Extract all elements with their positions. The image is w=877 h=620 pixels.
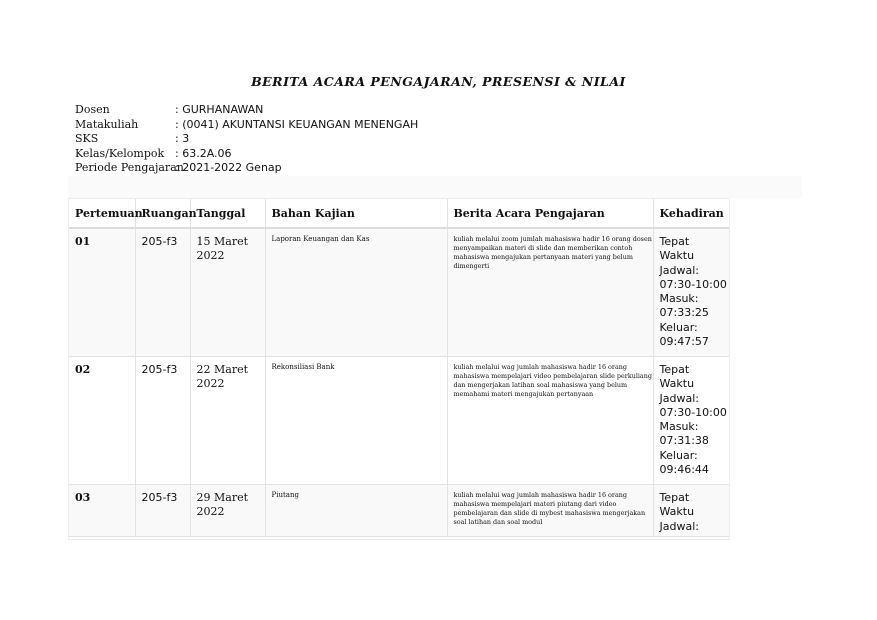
header-tanggal: Tanggal (190, 199, 265, 228)
cell-tanggal: 29 Maret 2022 (190, 485, 265, 537)
attendance-table-container (68, 198, 730, 540)
info-value: : 3 (175, 132, 190, 145)
kehadiran-line: Jadwal: (659, 263, 699, 277)
kehadiran-line: Tepat (659, 235, 690, 248)
info-label: Periode Pengajaran (75, 161, 184, 174)
info-value: : 63.2A.06 (175, 146, 232, 160)
cell-tanggal: 22 Maret 2022 (190, 357, 265, 485)
kehadiran-line: 07:30-10:00 (659, 405, 727, 419)
header-ruangan: Ruangan (135, 199, 190, 228)
info-value: : 2021-2022 Genap (175, 161, 282, 174)
kehadiran-line: Tepat (659, 491, 690, 504)
header-kehadiran: Kehadiran (653, 199, 730, 228)
info-row-matakuliah (75, 118, 418, 133)
header-bahan-kajian: Bahan Kajian (265, 199, 447, 228)
cell-berita-acara: kuliah melalui wag jumlah mahasiswa hadir 16 orang mahasiswa mempelajari materi piutang dari video pembelajaran dan slide di mybest mahasiswa mengerjakan soal latihan dan soal modul (447, 485, 653, 537)
cell-ruangan: 205-f3 (135, 357, 190, 485)
info-row-kelas (75, 147, 418, 162)
cell-pertemuan: 01 (69, 228, 135, 357)
info-row-sks (75, 132, 418, 147)
table-row (69, 228, 730, 357)
course-info (75, 103, 418, 176)
kehadiran-line: 07:31:38 (659, 434, 709, 448)
kehadiran-line: Jadwal: (659, 519, 699, 533)
kehadiran-line: Waktu (659, 249, 695, 263)
info-value: : GURHANAWAN (175, 103, 264, 116)
kehadiran-line: Jadwal: (659, 391, 699, 405)
kehadiran-line: 09:47:57 (659, 335, 709, 349)
kehadiran-line: Masuk: (659, 420, 699, 434)
cell-tanggal: 15 Maret 2022 (190, 228, 265, 357)
attendance-table (69, 199, 730, 537)
table-row (69, 357, 730, 485)
table-header-row (69, 199, 730, 228)
cell-berita-acara: kuliah melalui wag jumlah mahasiswa hadir 16 orang mahasiswa mempelajari video pembelajaran slide perkuliang dan mengerjakan latihan soal mahasiswa yang belum memahami materi mengajukan pertanyaan (447, 357, 653, 485)
kehadiran-line: 07:30-10:00 (659, 277, 727, 291)
header-pertemuan: Pertemuan (69, 199, 135, 228)
info-row-periode (75, 161, 418, 176)
kehadiran-line: Masuk: (659, 292, 699, 306)
kehadiran-line: 07:33:25 (659, 306, 709, 320)
kehadiran-line: Tepat (659, 363, 690, 376)
kehadiran-line: 09:46:44 (659, 463, 709, 477)
cell-kehadiran (653, 357, 730, 485)
info-label: Dosen (75, 103, 110, 116)
cell-bahan-kajian: Laporan Keuangan dan Kas (265, 228, 447, 357)
cell-ruangan: 205-f3 (135, 228, 190, 357)
cell-kehadiran (653, 485, 730, 537)
document-title: BERITA ACARA PENGAJARAN, PRESENSI & NILAI (251, 74, 626, 89)
info-value: : (0041) AKUNTANSI KEUANGAN MENENGAH (175, 117, 419, 131)
kehadiran-line: Waktu (659, 377, 695, 391)
cell-bahan-kajian: Piutang (265, 485, 447, 537)
header-berita-acara: Berita Acara Pengajaran (447, 199, 653, 228)
cell-pertemuan: 03 (69, 485, 135, 537)
kehadiran-line: Keluar: (659, 448, 698, 462)
info-row-dosen (75, 103, 418, 118)
cell-berita-acara: kuliah melalui zoom jumlah mahasiswa hadir 16 orang dosen menyampaikan materi di slide dan memberikan contoh mahasiswa mengajukan pertanyaan materi yang belum dimengerti (447, 228, 653, 357)
kehadiran-line: Waktu (659, 505, 695, 519)
table-row (69, 485, 730, 537)
cell-ruangan: 205-f3 (135, 485, 190, 537)
cell-bahan-kajian: Rekonsiliasi Bank (265, 357, 447, 485)
info-label: Kelas/Kelompok (75, 146, 165, 160)
divider-bar (68, 176, 802, 198)
kehadiran-line: Keluar: (659, 320, 698, 334)
info-label: Matakuliah (75, 117, 139, 131)
cell-pertemuan: 02 (69, 357, 135, 485)
cell-kehadiran (653, 228, 730, 357)
info-label: SKS (75, 132, 99, 145)
